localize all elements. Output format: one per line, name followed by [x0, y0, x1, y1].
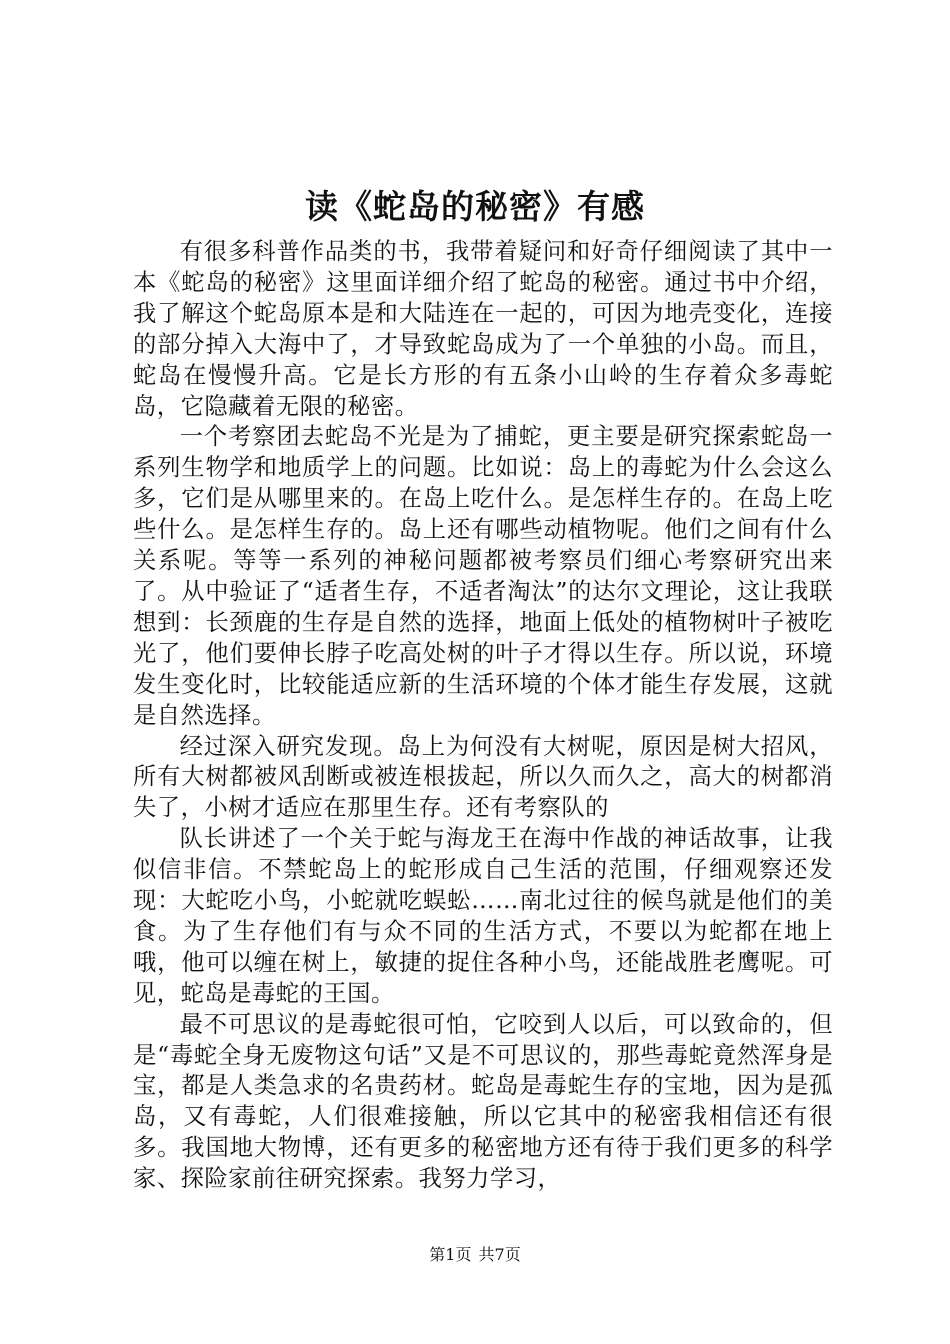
paragraph-3: 经过深入研究发现。岛上为何没有大树呢，原因是树大招风，所有大树都被风刮断或被连根拔起，所以久而久之，高大的树都消失了，小树才适应在那里生存。还有考察队的	[133, 732, 833, 822]
page-total: 共7页	[478, 1245, 521, 1264]
paragraph-4: 队长讲述了一个关于蛇与海龙王在海中作战的神话故事，让我似信非信。不禁蛇岛上的蛇形成自己生活的范围，仔细观察还发现：大蛇吃小鸟，小蛇就吃蜈蚣……南北过往的候鸟就是他们的美食。为了生存他们有与众不同的生活方式，不要以为蛇都在地上哦，他可以缠在树上，敏捷的捉住各种小鸟，还能战胜老鹰呢。可见，蛇岛是毒蛇的王国。	[133, 825, 833, 1007]
paragraph-2: 一个考察团去蛇岛不光是为了捕蛇，更主要是研究探索蛇岛一系列生物学和地质学上的问题。比如说：岛上的毒蛇为什么会这么多，它们是从哪里来的。在岛上吃什么。是怎样生存的。在岛上吃些什么。是怎样生存的。岛上还有哪些动植物呢。他们之间有什么关系呢。等等一系列的神秘问题都被考察员们细心考察研究出来了。从中验证了“适者生存，不适者淘汰”的达尔文理论，这让我联想到：长颈鹿的生存是自然的选择，地面上低处的植物树叶子被吃光了，他们要伸长脖子吃高处树的叶子才得以生存。所以说，环境发生变化时，比较能适应新的生活环境的个体才能生存发展，这就是自然选择。	[133, 423, 833, 729]
paragraph-1: 有很多科普作品类的书，我带着疑问和好奇仔细阅读了其中一本《蛇岛的秘密》这里面详细介绍了蛇岛的秘密。通过书中介绍，我了解这个蛇岛原本是和大陆连在一起的，可因为地壳变化，连接的部分掉入大海中了，才导致蛇岛成为了一个单独的小岛。而且，蛇岛在慢慢升高。它是长方形的有五条小山岭的生存着众多毒蛇岛，它隐藏着无限的秘密。	[133, 238, 833, 420]
paragraph-5: 最不可思议的是毒蛇很可怕，它咬到人以后，可以致命的，但是“毒蛇全身无废物这句话”又是不可思议的，那些毒蛇竟然浑身是宝，都是人类急求的名贵药材。蛇岛是毒蛇生存的宝地，因为是孤岛，又有毒蛇，人们很难接触，所以它其中的秘密我相信还有很多。我国地大物博，还有更多的秘密地方还有待于我们更多的科学家、探险家前往研究探索。我努力学习，	[133, 1010, 833, 1193]
page-footer	[0, 1244, 950, 1266]
document-body	[133, 237, 833, 1195]
document-title: 读《蛇岛的秘密》有感	[305, 187, 645, 226]
page-number: 第1页	[429, 1245, 472, 1264]
